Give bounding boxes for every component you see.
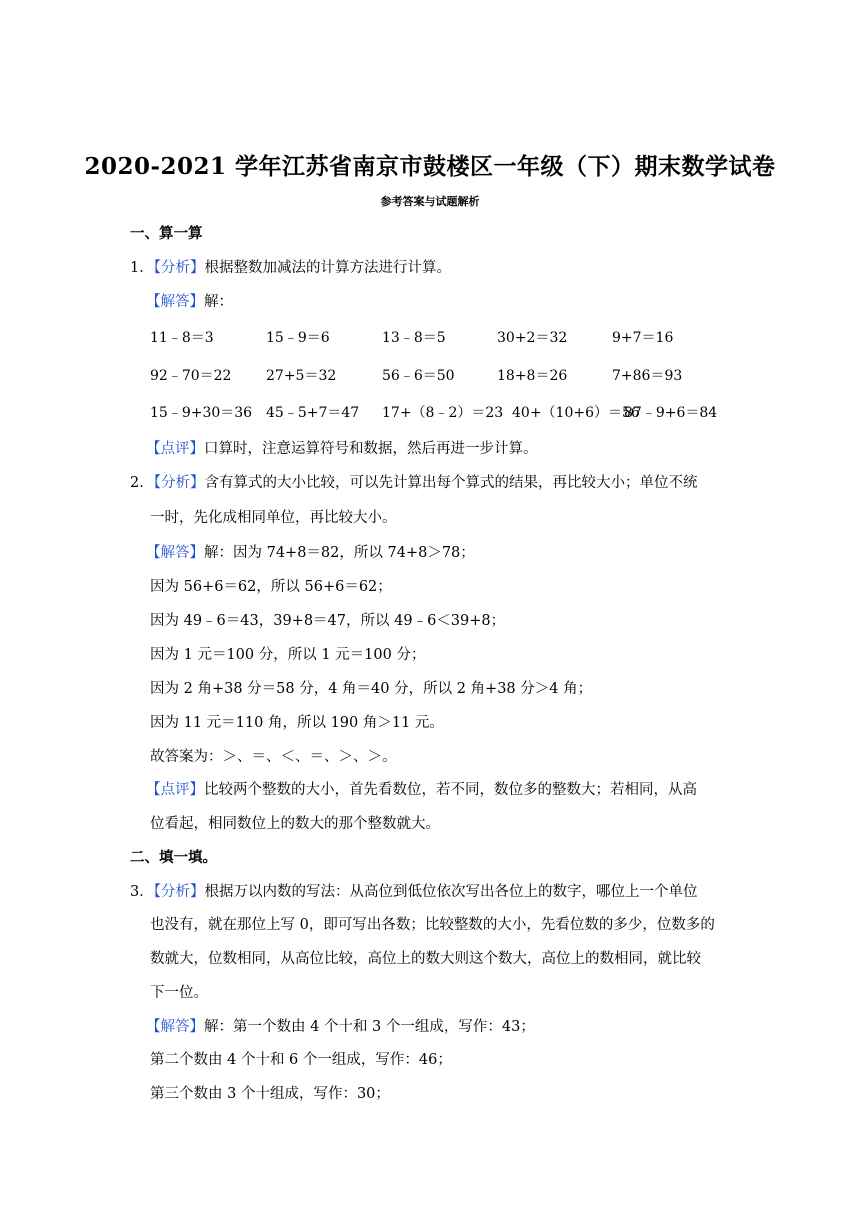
q3-analysis-line-2: 也没有，就在那位上写 0，即可写出各数；比较整数的大小，先看位数的多少，位数多的 (150, 917, 715, 933)
section-2-heading: 二、填一填。 (130, 849, 217, 866)
q3-analysis-line-1 (130, 882, 697, 902)
calc-r2-c4: 18+8＝26 (497, 368, 568, 384)
q2-comment-line-1 (146, 780, 697, 800)
calc-r2-c3: 56﹣6＝50 (382, 368, 455, 384)
q1-analysis-tag: 【分析】 (153, 260, 205, 276)
q2-analysis-line-2: 一时，先化成相同单位，再比较大小。 (150, 510, 397, 526)
q3-analysis-text-1: 根据万以内数的写法：从高位到低位依次写出各位上的数字，哪位上一个单位 (204, 884, 698, 900)
calc-r3-c3: 17+（8﹣2）＝23 (382, 405, 504, 421)
calc-r1-c5: 9+7＝16 (612, 330, 674, 346)
page-title: 2020-2021 学年江苏省南京市鼓楼区一年级（下）期末数学试卷 (84, 153, 776, 180)
q3-line-1: 第二个数由 4 个十和 6 个一组成，写作：46； (150, 1052, 452, 1068)
q2-answer-text: 解：因为 74+8＝82，所以 74+8＞78； (204, 545, 475, 561)
q1-comment-text: 口算时，注意运算符号和数据，然后再进一步计算。 (204, 441, 538, 457)
q3-analysis-line-4: 下一位。 (150, 985, 208, 1001)
q2-comment-line-2: 位看起，相同数位上的数大的那个整数就大。 (150, 816, 440, 832)
q2-analysis-text-1: 含有算式的大小比较，可以先计算出每个算式的结果，再比较大小；单位不统 (204, 475, 698, 491)
q3-analysis-tag: 【分析】 (153, 884, 205, 900)
q2-line-6: 故答案为：＞、＝、＜、＝、＞、＞。 (150, 749, 397, 765)
calc-r3-c5: 87﹣9+6＝84 (624, 405, 718, 421)
q1-comment-line (146, 439, 538, 459)
q2-line-2: 因为 49﹣6＝43，39+8＝47，所以 49﹣6＜39+8； (150, 613, 506, 629)
calc-r1-c3: 13﹣8＝5 (382, 330, 446, 346)
q3-answer-line (146, 1017, 535, 1037)
q2-comment-text-1: 比较两个整数的大小，首先看数位，若不同，数位多的整数大；若相同，从高 (204, 782, 697, 798)
q3-line-2: 第三个数由 3 个十组成，写作：30； (150, 1086, 390, 1102)
q2-line-1: 因为 56+6＝62，所以 56+6＝62； (150, 579, 392, 595)
q2-comment-tag: 【点评】 (146, 782, 204, 798)
q3-answer-tag: 【解答】 (146, 1019, 204, 1035)
calc-r3-c2: 45﹣5+7＝47 (266, 405, 360, 421)
q2-analysis-tag: 【分析】 (153, 475, 205, 491)
calc-r2-c2: 27+5＝32 (266, 368, 337, 384)
calc-r3-c4: 40+（10+6）＝56 (512, 405, 640, 421)
calc-r1-c2: 15﹣9＝6 (266, 330, 330, 346)
q1-analysis-line (130, 258, 451, 278)
q2-line-5: 因为 11 元＝110 角，所以 190 角＞11 元。 (150, 715, 444, 731)
calc-r2-c5: 7+86＝93 (612, 368, 683, 384)
q1-number: 1． (130, 260, 154, 276)
q2-line-3: 因为 1 元＝100 分，所以 1 元＝100 分； (150, 647, 426, 663)
q2-analysis-line-1 (130, 473, 697, 493)
q2-answer-tag: 【解答】 (146, 545, 204, 561)
q1-answer-tag: 【解答】 (146, 294, 204, 310)
q1-comment-tag: 【点评】 (146, 441, 204, 457)
q1-answer-intro: 解： (204, 294, 233, 310)
q2-answer-line (146, 543, 475, 563)
q2-line-4: 因为 2 角+38 分＝58 分，4 角＝40 分，所以 2 角+38 分＞4 角； (150, 681, 593, 697)
q1-answer-line (146, 292, 233, 312)
calc-r1-c1: 11﹣8＝3 (150, 330, 214, 346)
q3-answer-text: 解：第一个数由 4 个十和 3 个一组成，写作：43； (204, 1019, 535, 1035)
q1-analysis-text: 根据整数加减法的计算方法进行计算。 (204, 260, 451, 276)
q2-number: 2． (130, 475, 154, 491)
calc-r1-c4: 30+2＝32 (497, 330, 568, 346)
q3-number: 3． (130, 884, 154, 900)
q3-analysis-line-3: 数就大，位数相同，从高位比较，高位上的数大则这个数大，高位上的数相同，就比较 (150, 951, 701, 967)
page-subtitle: 参考答案与试题解析 (380, 195, 480, 208)
calc-r3-c1: 15﹣9+30＝36 (150, 405, 253, 421)
section-1-heading: 一、算一算 (130, 225, 203, 242)
calc-r2-c1: 92﹣70＝22 (150, 368, 232, 384)
